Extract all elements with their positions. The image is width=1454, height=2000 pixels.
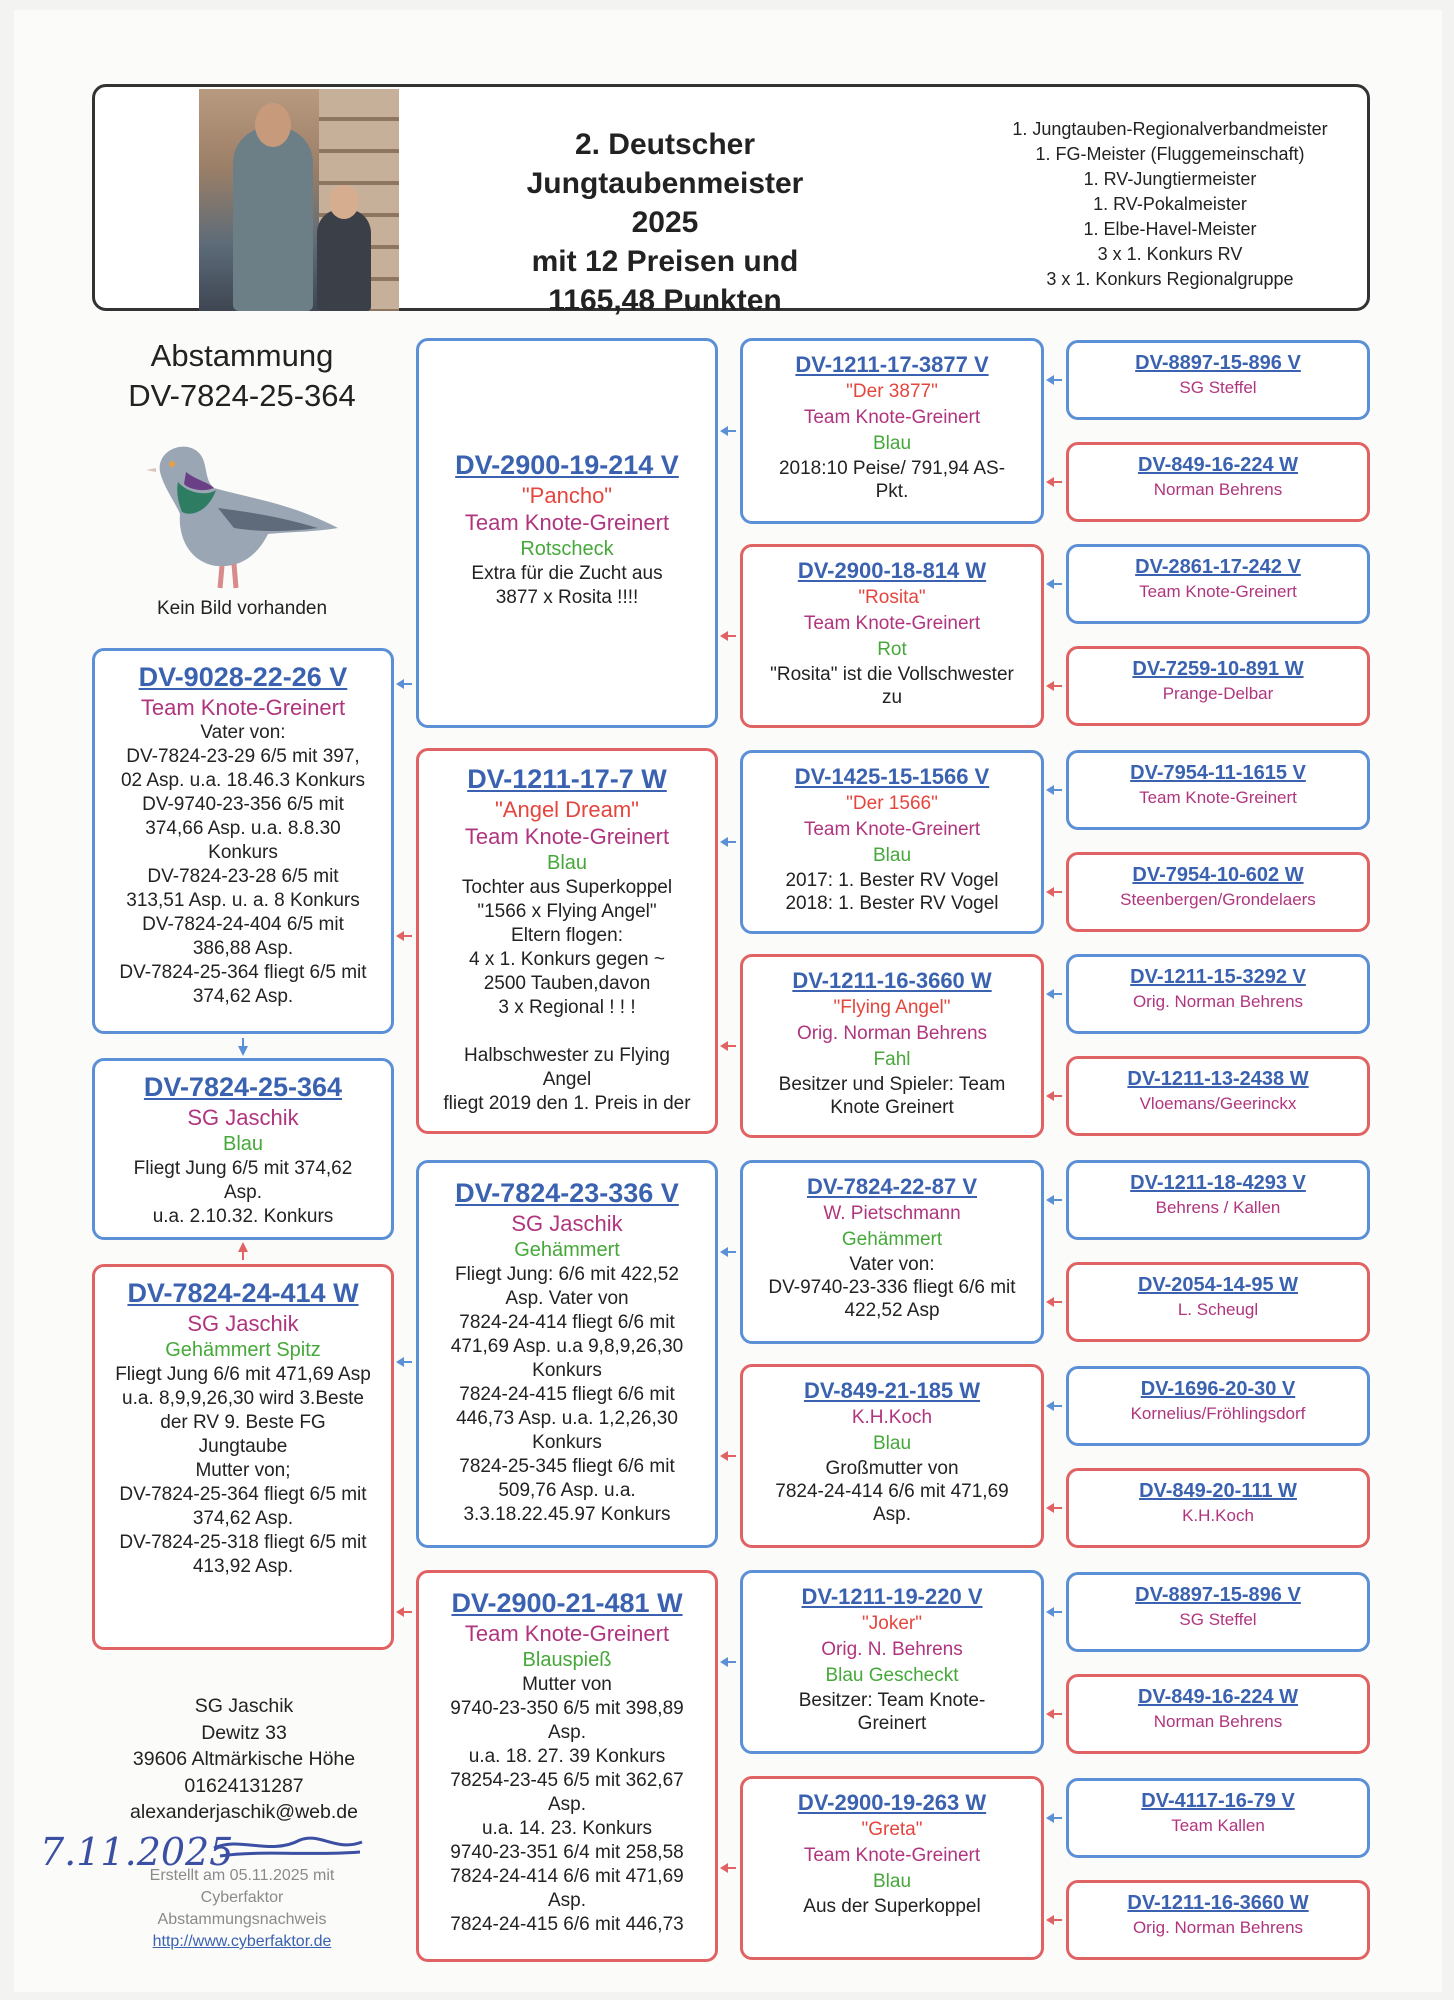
no-image-caption: Kein Bild vorhanden — [156, 598, 328, 619]
owner-name: Kornelius/Fröhlingsdorf — [1130, 1404, 1306, 1423]
owner-name: Norman Behrens — [1153, 480, 1283, 499]
card-notes: 2018:10 Peise/ 791,94 AS- Pkt. — [778, 458, 1006, 502]
ring-number[interactable]: DV-2900-21-481 W — [451, 1588, 683, 1618]
breeder-contact — [82, 1693, 406, 1826]
ring-number[interactable]: DV-2900-18-814 W — [797, 558, 987, 583]
arrowhead-icon — [1046, 375, 1054, 385]
ring-number[interactable]: DV-7954-11-1615 V — [1130, 762, 1306, 784]
ring-number[interactable]: DV-1696-20-30 V — [1140, 1378, 1296, 1400]
arrowhead-icon — [1046, 1813, 1054, 1823]
arrowhead-icon — [1046, 681, 1054, 691]
arrowhead-icon — [238, 1242, 248, 1252]
contact-email[interactable]: alexanderjaschik@web.de — [130, 1801, 358, 1823]
arrowhead-icon — [1046, 989, 1054, 999]
plumage-color: Blauspieß — [522, 1649, 612, 1671]
arrowhead-icon — [1046, 1297, 1054, 1307]
owner-name: Orig. Norman Behrens — [1132, 992, 1304, 1011]
ring-number[interactable]: DV-9028-22-26 V — [138, 662, 348, 692]
plumage-color: Gehämmert — [514, 1239, 620, 1261]
arrowhead-icon — [1046, 1503, 1054, 1513]
arrowhead-icon — [720, 1451, 728, 1461]
plumage-color: Blau — [872, 433, 912, 454]
card-notes: "Rosita" ist die Vollschwester zu — [770, 664, 1014, 708]
arrowhead-icon — [1046, 785, 1054, 795]
arrowhead-icon — [1046, 1607, 1054, 1617]
ring-number[interactable]: DV-7824-22-87 V — [807, 1174, 977, 1199]
arrowhead-icon — [720, 1041, 728, 1051]
arrowhead-icon — [720, 426, 728, 436]
arrowhead-icon — [396, 1607, 404, 1617]
owner-name: Orig. N. Behrens — [821, 1639, 963, 1660]
owner-name: Norman Behrens — [1153, 1712, 1283, 1731]
pigeon-name: "Joker" — [862, 1613, 922, 1634]
plumage-color: Rot — [877, 639, 907, 660]
ring-number[interactable]: DV-849-20-111 W — [1139, 1480, 1297, 1502]
owner-name: Steenbergen/Grondelaers — [1120, 890, 1316, 909]
plumage-color: Gehämmert — [841, 1229, 943, 1250]
ring-number[interactable]: DV-7824-24-414 W — [127, 1278, 359, 1308]
owner-name: Team Knote-Greinert — [1139, 582, 1297, 601]
owner-name: Team Knote-Greinert — [1139, 788, 1297, 807]
card-notes: Extra für die Zucht aus 3877 x Rosita !!!! — [471, 563, 663, 608]
ring-number[interactable]: DV-7259-10-891 W — [1132, 658, 1304, 680]
signature-scribble — [210, 1826, 370, 1866]
card-notes: Vater von: DV-9740-23-336 fliegt 6/6 mit 422,52 Asp — [768, 1254, 1016, 1321]
arrowhead-icon — [1046, 1915, 1054, 1925]
owner-name: Vloemans/Geerinckx — [1139, 1094, 1297, 1113]
owner-name: Team Knote-Greinert — [464, 824, 670, 849]
arrowhead-icon — [1046, 887, 1054, 897]
card-notes: Besitzer: Team Knote- Greinert — [798, 1690, 986, 1734]
ring-number[interactable]: DV-1211-18-4293 V — [1130, 1172, 1306, 1194]
card-notes: Mutter von 9740-23-350 6/5 mit 398,89 Asp. u.a. 18. 27. 39 Konkurs 78254-23-45 6/5 mit 362,67 Asp. u.a. 14. 23. Konkurs 9740-23-351 6/4 mit 258,58 7824-24-414 6/6 mit 471,69 Asp. 7824-24-415 6/6 mit 446,73 — [450, 1674, 684, 1935]
ring-number[interactable]: DV-2054-14-95 W — [1137, 1274, 1299, 1296]
owner-name: W. Pietschmann — [823, 1203, 961, 1224]
arrowhead-icon — [1046, 477, 1054, 487]
plumage-color: Blau — [872, 845, 912, 866]
card-notes: Besitzer und Spieler: Team Knote Greinert — [778, 1074, 1006, 1118]
contact-street: Dewitz 33 — [201, 1721, 287, 1744]
achievement-item: 1. FG-Meister (Fluggemeinschaft) — [1035, 144, 1305, 164]
achievement-item: 1. RV-Jungtiermeister — [1083, 169, 1257, 189]
plumage-color: Blau — [546, 852, 588, 874]
pigeon-name: "Der 1566" — [846, 793, 938, 814]
owner-name: SG Steffel — [1179, 378, 1257, 397]
owner-name: Team Knote-Greinert — [803, 1845, 981, 1866]
card-notes: Aus der Superkoppel — [803, 1896, 981, 1917]
achievement-item: 1. Jungtauben-Regionalverbandmeister — [1012, 119, 1328, 139]
card-notes: Großmutter von 7824-24-414 6/6 mit 471,69 Asp. — [775, 1458, 1009, 1525]
card-notes: Fliegt Jung 6/5 mit 374,62 Asp. u.a. 2.10.32. Konkurs — [133, 1158, 353, 1227]
pedigree-title: Abstammung DV-7824-25-364 — [128, 338, 356, 413]
owner-name: Team Knote-Greinert — [464, 510, 670, 535]
ring-number[interactable]: DV-849-21-185 W — [803, 1378, 981, 1403]
pigeon-name: "Pancho" — [521, 483, 613, 508]
pigeon-name: "Greta" — [861, 1819, 923, 1840]
ring-number[interactable]: DV-8897-15-896 V — [1135, 352, 1301, 374]
arrowhead-icon — [396, 679, 404, 689]
owner-name: K.H.Koch — [851, 1407, 933, 1428]
ring-number[interactable]: DV-1211-13-2438 W — [1127, 1068, 1309, 1090]
ring-number[interactable]: DV-1211-15-3292 V — [1130, 966, 1306, 988]
ring-number[interactable]: DV-1211-19-220 V — [801, 1584, 983, 1609]
owner-name: Behrens / Kallen — [1155, 1198, 1281, 1217]
owner-name: Prange-Delbar — [1162, 684, 1274, 703]
ring-number[interactable]: DV-1211-17-3877 V — [795, 352, 989, 377]
handwritten-date: 7.11.2025 — [40, 1830, 234, 1874]
ring-number[interactable]: DV-2900-19-214 V — [455, 450, 679, 480]
contact-phone: 01624131287 — [184, 1774, 304, 1797]
achievement-item: 3 x 1. Konkurs RV — [1097, 244, 1243, 264]
header-title: 2. Deutscher Jungtaubenmeister 2025 mit 12 Preisen und 1165,48 Punkten — [526, 128, 804, 317]
pigeon-name: "Der 3877" — [846, 381, 938, 402]
plumage-color: Blau — [872, 1871, 912, 1892]
owner-name: Team Knote-Greinert — [803, 407, 981, 428]
plumage-color: Fahl — [873, 1049, 911, 1070]
owner-name: Team Knote-Greinert — [803, 613, 981, 634]
arrowhead-icon — [720, 1863, 728, 1873]
plumage-color: Rotscheck — [520, 538, 614, 560]
cyberfaktor-link[interactable]: http://www.cyberfaktor.de — [152, 1933, 332, 1950]
owner-name: Team Kallen — [1171, 1816, 1265, 1835]
arrowhead-icon — [720, 631, 728, 641]
pigeon-name: "Angel Dream" — [494, 797, 639, 822]
owner-name: SG Jaschik — [511, 1211, 623, 1236]
created-note: Erstellt am 05.11.2025 mit Cyberfaktor Abstammungsnachweis http://www.cyberfaktor.de — [92, 1865, 392, 1953]
ring-number[interactable]: DV-7954-10-602 W — [1132, 864, 1304, 886]
card-notes: Fliegt Jung: 6/6 mit 422,52 Asp. Vater von 7824-24-414 fliegt 6/6 mit 471,69 Asp. u.a 9,8,9,26,30 Konkurs 7824-24-415 fliegt 6/6 mit 446,73 Asp. u.a. 1,2,26,30 Konkurs 7824-25-345 fliegt 6/6 mit 509,76 Asp. u.a. 3.3.18.22.45.97 Konkurs — [450, 1264, 684, 1525]
plumage-color: Blau Gescheckt — [825, 1665, 959, 1686]
ring-number[interactable]: DV-1211-16-3660 W — [1127, 1892, 1309, 1914]
contact-name: SG Jaschik — [194, 1695, 294, 1717]
ring-number[interactable]: DV-2861-17-242 V — [1135, 556, 1301, 578]
owner-name: Team Knote-Greinert — [803, 819, 981, 840]
owner-name: Orig. Norman Behrens — [796, 1023, 988, 1044]
owner-name: SG Steffel — [1179, 1610, 1257, 1629]
ring-number[interactable]: DV-1211-16-3660 W — [792, 968, 992, 993]
card-notes: Fliegt Jung 6/6 mit 471,69 Asp u.a. 8,9,9,26,30 wird 3.Beste der RV 9. Beste FG Jungtaube Mutter von; DV-7824-25-364 fliegt 6/5 mit 374,62 Asp. DV-7824-25-318 fliegt 6/5 mit 413,92 Asp. — [115, 1364, 371, 1577]
ring-number[interactable]: DV-4117-16-79 V — [1141, 1790, 1295, 1812]
arrowhead-icon — [1046, 579, 1054, 589]
card-notes: Vater von: DV-7824-23-29 6/5 mit 397, 02 Asp. u.a. 18.46.3 Konkurs DV-9740-23-356 6/5 mit 374,66 Asp. u.a. 8.8.30 Konkurs DV-7824-23-28 6/5 mit 313,51 Asp. u. a. 8 Konkurs DV-7824-24-404 6/5 mit 386,88 Asp. DV-7824-25-364 fliegt 6/5 mit 374,62 Asp. — [119, 722, 367, 1007]
card-notes: Tochter aus Superkoppel "1566 x Flying Angel" Eltern flogen: 4 x 1. Konkurs gegen ~ 2500 Tauben,davon 3 x Regional ! ! ! Halbschwester zu Flying Angel fliegt 2019 den 1. Preis in der — [443, 877, 691, 1114]
owner-name: Orig. Norman Behrens — [1132, 1918, 1304, 1937]
owner-name: SG Jaschik — [187, 1105, 299, 1130]
plumage-color: Blau — [872, 1433, 912, 1454]
plumage-color: Gehämmert Spitz — [165, 1339, 321, 1361]
owner-name: Team Knote-Greinert — [464, 1621, 670, 1646]
owner-name: K.H.Koch — [1182, 1506, 1254, 1525]
ring-number[interactable]: DV-849-16-224 W — [1137, 454, 1299, 476]
plumage-color: Blau — [222, 1133, 264, 1155]
achievement-item: 1. RV-Pokalmeister — [1093, 194, 1247, 214]
arrowhead-icon — [1046, 1709, 1054, 1719]
achievement-item: 1. Elbe-Havel-Meister — [1083, 219, 1257, 239]
arrowhead-icon — [396, 1357, 404, 1367]
owner-name: L. Scheugl — [1177, 1300, 1259, 1319]
arrowhead-icon — [720, 837, 728, 847]
arrowhead-icon — [1046, 1401, 1054, 1411]
pigeon-name: "Rosita" — [858, 587, 926, 608]
ring-number[interactable]: DV-7824-25-364 — [143, 1072, 343, 1102]
achievement-item: 3 x 1. Konkurs Regionalgruppe — [1046, 269, 1294, 289]
arrowhead-icon — [238, 1046, 248, 1056]
ring-number[interactable]: DV-849-16-224 W — [1137, 1686, 1299, 1708]
owner-name: SG Jaschik — [187, 1311, 299, 1336]
pigeon-name: "Flying Angel" — [833, 997, 951, 1018]
arrowhead-icon — [1046, 1195, 1054, 1205]
card-notes: 2017: 1. Bester RV Vogel 2018: 1. Bester RV Vogel — [785, 870, 999, 914]
arrowhead-icon — [1046, 1091, 1054, 1101]
arrowhead-icon — [720, 1247, 728, 1257]
arrowhead-icon — [396, 931, 404, 941]
ring-number[interactable]: DV-2900-19-263 W — [797, 1790, 987, 1815]
ring-number[interactable]: DV-1425-15-1566 V — [794, 764, 990, 789]
owner-name: Team Knote-Greinert — [140, 695, 346, 720]
ring-number[interactable]: DV-8897-15-896 V — [1135, 1584, 1301, 1606]
arrowhead-icon — [720, 1657, 728, 1667]
ring-number[interactable]: DV-1211-17-7 W — [467, 764, 667, 794]
contact-city: 39606 Altmärkische Höhe — [132, 1748, 356, 1770]
ring-number[interactable]: DV-7824-23-336 V — [455, 1178, 679, 1208]
